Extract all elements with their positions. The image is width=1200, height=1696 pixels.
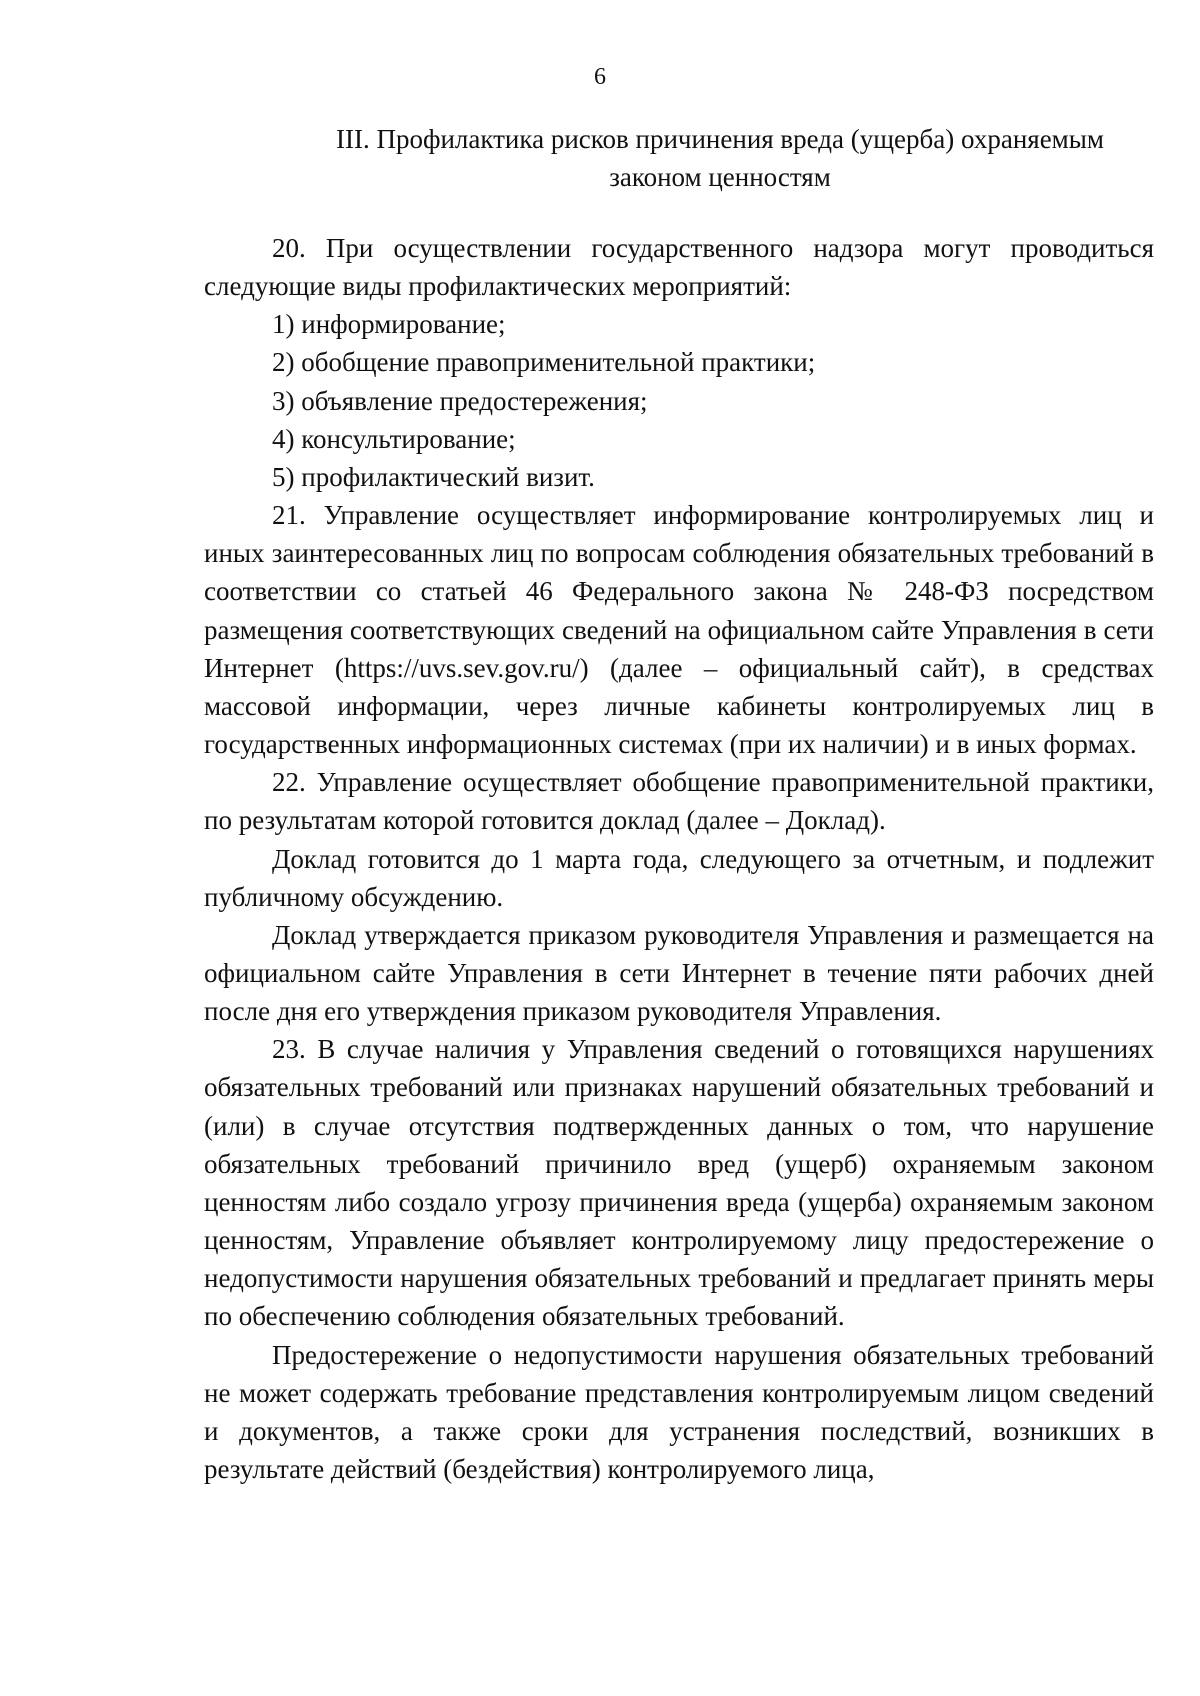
list-item: 1) информирование; [272,309,506,340]
paragraph-22: 22. Управление осуществляет обобщение правоприменительной практики, по результатам которой готовится доклад (далее – Доклад). [204,767,1154,836]
section-heading-line-2: законом ценностям [609,162,831,192]
paragraph-23-warning-content: Предостережение о недопустимости нарушения обязательных требований не может содержать требование представления контролируемым лицом сведений и документов, а также сроки для устранения последствий, возникших в результате действий (бездействия) контролируемого лица, [204,1339,1154,1484]
paragraph-21: 21. Управление осуществляет информирование контролируемых лиц и иных заинтересованных лиц по вопросам соблюдения обязательных требований в соответствии со статьей 46 Федерального закона № 248-ФЗ посредством размещения соответствующих сведений на официальном сайте Управления в сети Интернет (https://uvs.sev.gov.ru/) (далее – официальный сайт), в средствах массовой информации, через личные кабинеты контролируемых лиц в государственных информационных системах (при их наличии) и в иных формах. [204,500,1154,760]
list-item: 5) профилактический визит. [272,461,595,492]
paragraph-23: 23. В случае наличия у Управления сведений о готовящихся нарушениях обязательных требований или признаках нарушений обязательных требований и (или) в случае отсутствия подтвержденных данных о том, что нарушение обязательных требований причинило вред (ущерб) охраняемым законом ценностям либо создало угрозу причинения вреда (ущерба) охраняемым законом ценностям, Управление объявляет контролируемому лицу предостережение о недопустимости нарушения обязательных требований и предлагает принять меры по обеспечению соблюдения обязательных требований. [204,1034,1154,1332]
list-item: 3) объявление предостережения; [272,385,648,416]
list-item: 4) консультирование; [272,423,516,454]
section-heading-line-1: III. Профилактика рисков причинения вреда (ущерба) охраняемым [336,124,1104,154]
list-item: 2) обобщение правоприменительной практики; [272,347,816,378]
paragraph-20: 20. При осуществлении государственного надзора могут проводиться следующие виды профилактических мероприятий: [204,233,1154,302]
paragraph-22-report-deadline: Доклад готовится до 1 марта года, следующего за отчетным, и подлежит публичному обсуждению. [204,843,1154,912]
paragraph-22-report-approval: Доклад утверждается приказом руководителя Управления и размещается на официальном сайте Управления в сети Интернет в течение пяти рабочих дней после дня его утверждения приказом руководителя Управления. [204,919,1154,1027]
section-heading [280,120,1160,196]
page-number: 6 [594,64,606,90]
document-body [204,229,1154,1488]
